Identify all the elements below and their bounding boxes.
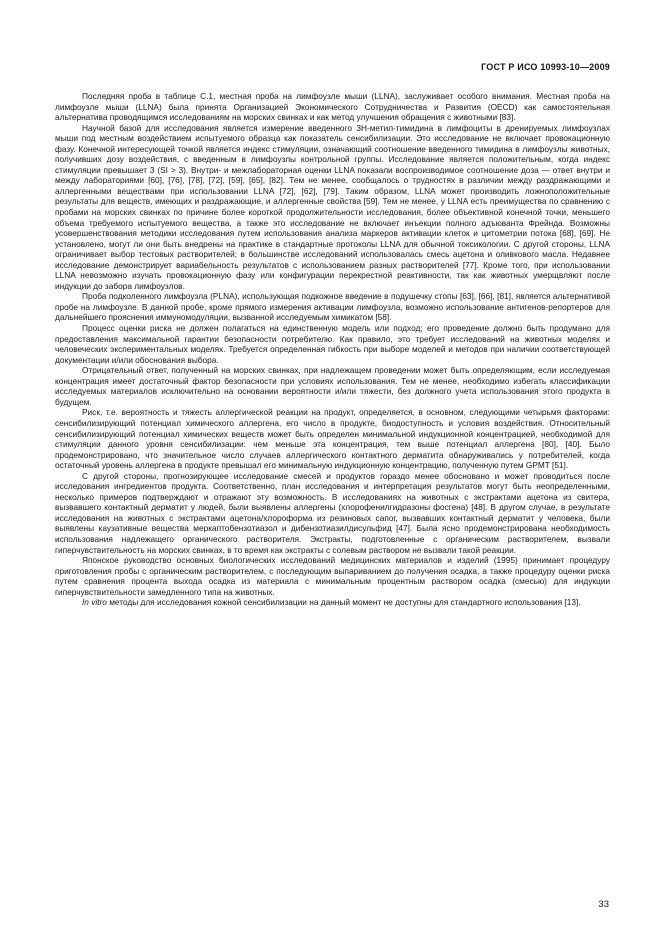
paragraph-llna-intro: Последняя проба в таблице С.1, местная проба на лимфоузле мыши (LLNA), заслуживает особого внимания. Местная проба на лимфоузле мыши (LLNA) была принята Организацией Экономического Сотрудничества и Развития (OECD) как самостоятельная альтернатива проводящимся исследованиям на морских свинках и как метод улучшения обращения с животными [83]. [55, 91, 610, 123]
paragraph-japanese-guidance: Японское руководство основных биологических исследований медицинских материалов и изделий (1995) принимает процедуру приготовления пробы с органическим растворителем, с последующим выпариванием до получения осадка, а также процедуру оценки риска путем сравнения процента выхода осадка из материала с минимальным процентным раствором осадка (смесью) для индукции гиперчувствительности замедленного типа на животных. [55, 555, 610, 597]
in-vitro-term: In vitro [82, 597, 107, 608]
paragraph-in-vitro [55, 597, 610, 608]
paragraph-llna-scientific-basis: Научной базой для исследования является измерение введенного 3Н-метил-тимидина в лимфоциты в дренируемых лимфоузлах мыши под местным воздействием испытуемого образца как показатель сенсибилизации. Это исследование не включает провокационную фазу. Конечной интересующей точкой является индекс стимуляции, означающий соотношение введенного тимидина в лимфоузлы животных, получивших дозу воздействия, с введенным в лимфоузлы контрольной группы. Исследование является положительным, когда индекс стимуляции превышает 3 (SI > 3). Внутри- и межлабораторная оценки LLNA показали воспроизводимое соотношение доза — ответ внутри и между лабораториями [60], [76], [78], [72], [59], [65], [82]. Тем не менее, сообщалось о трудностях в различии между раздражающими и аллергенными веществами при использовании LLNA [72], [62], [79]. Таким образом, LLNA может производить ложноположительные результаты для веществ, имеющих и раздражающие, и аллергенные свойства [59]. Тем не менее, у LLNA есть преимущества по сравнению с пробами на морских свинках по причине более короткой продолжительности исследования, более объективной конечной точки, меньшего объема требуемого испытуемого вещества, а также это исследование не включает инъекции полного адъюванта Фрейнда. Возможны усовершенствования методики исследования путем использования анализа маркеров активации клеток и цитометрии потока [68], [69]. Не установлено, могут ли они быть внедрены на практике в стандартные протоколы LLNA для обычной токсикологии. С другой стороны, LLNA ограничивает выбор тестовых растворителей; в большинстве исследований использовалась смесь ацетона и оливкового масла. Недавнее исследование демонстрирует вариабельность результатов с использованием разных растворителей [77]. Кроме того, при использовании LLNA невозможно изучать провокационную фазу или конфигурации перекрестной реактивности, так как животных умерщвляют после индукции до забора лимфоузлов. [55, 122, 610, 291]
document-body [55, 91, 610, 608]
paragraph-risk-factors: Риск, т.е. вероятность и тяжесть аллергической реакции на продукт, определяется, в основном, следующими четырьмя факторами: сенсибилизирующий потенциал химического аллергена, его число в продукте, биодоступность и условия воздействия. Относительный сенсибилизирующий потенциал химических веществ может быть определен минимальной индукционной концентрацией, необходимой для стимуляции данного уровня сенсибилизации: чем меньше эта концентрация, тем выше потенциал аллергена [80], [40]. Было продемонстрировано, что значительное число случаев аллергического контактного дерматита обнаруживались у потребителей, когда остаточный уровень аллергена в продукте превышал его минимальную индукционную концентрацию, полученную путем GPMT [51]. [55, 407, 610, 471]
paragraph-negative-response: Отрицательный ответ, полученный на морских свинках, при надлежащем проведении может быть определяющим, если исследуемая концентрация имеет достаточный фактор безопасности при условиях использования. Тем не менее, необходимо избегать классификации исследуемых материалов исключительно на основании вероятности и/или тяжести, без должного учета использования этого продукта в будущем. [55, 365, 610, 407]
page-number: 33 [598, 899, 609, 910]
paragraph-plna: Проба подколенного лимфоузла (PLNA), использующая подкожное введение в подушечку стопы [63], [66], [81], является альтернативой пробе на лимфоузле. В данной пробе, кроме прямого измерения активации лимфоузла, возможно использование антигенов-репортеров для дальнейшего прояснения иммуномодуляции, вызванной исследуемым химикатом [58]. [55, 291, 610, 323]
paragraph-risk-assessment-process: Процесс оценки риска не должен полагаться на единственную модель или подход; его проведение должно быть продумано для предоставления максимальной гарантии безопасности потребителю. Как правило, это требует исследований на животных моделях и человеческих экспериментальных моделях. Требуется определенная гибкость при выборе моделей и методов при наличии соответствующей документации и/или обоснования выбора. [55, 323, 610, 365]
document-header: ГОСТ Р ИСО 10993-10—2009 [481, 62, 610, 72]
in-vitro-text: методы для исследования кожной сенсибилизации на данный момент не доступны для стандартного использования [13]. [106, 597, 581, 608]
paragraph-mixtures-research: С другой стороны, прогнозирующее исследование смесей и продуктов гораздо менее обосновано и может проводиться после исследования ингредиентов продукта. Соответственно, план исследования и интерпретация результатов могут быть неопределенными, несколько примеров подтверждают и отражают эту возможность. В исследованиях на животных с экстрактами ацетона из свитера, вызвавшего контактный дерматит у людей, были выявлены аллергены (хлорофенилгидразоны фосгена) [48]. В другом случае, в результате исследования на животных с экстрактами ацетона/хлороформа из резиновых сапог, вызвавших контактный дерматит у человека, были выявлены каузативные вещества меркаптобензотиазол и дибензотиазилдисульфид [47]. Была ясно продемонстрирована необходимость использования надлежащего органического растворителя. Экстракты, подготовленные с органическим растворителем, вызвали гиперчувствительность на морских свинках, в то время как экстракты с солевым раствором не вызвали такой реакции. [55, 470, 610, 555]
